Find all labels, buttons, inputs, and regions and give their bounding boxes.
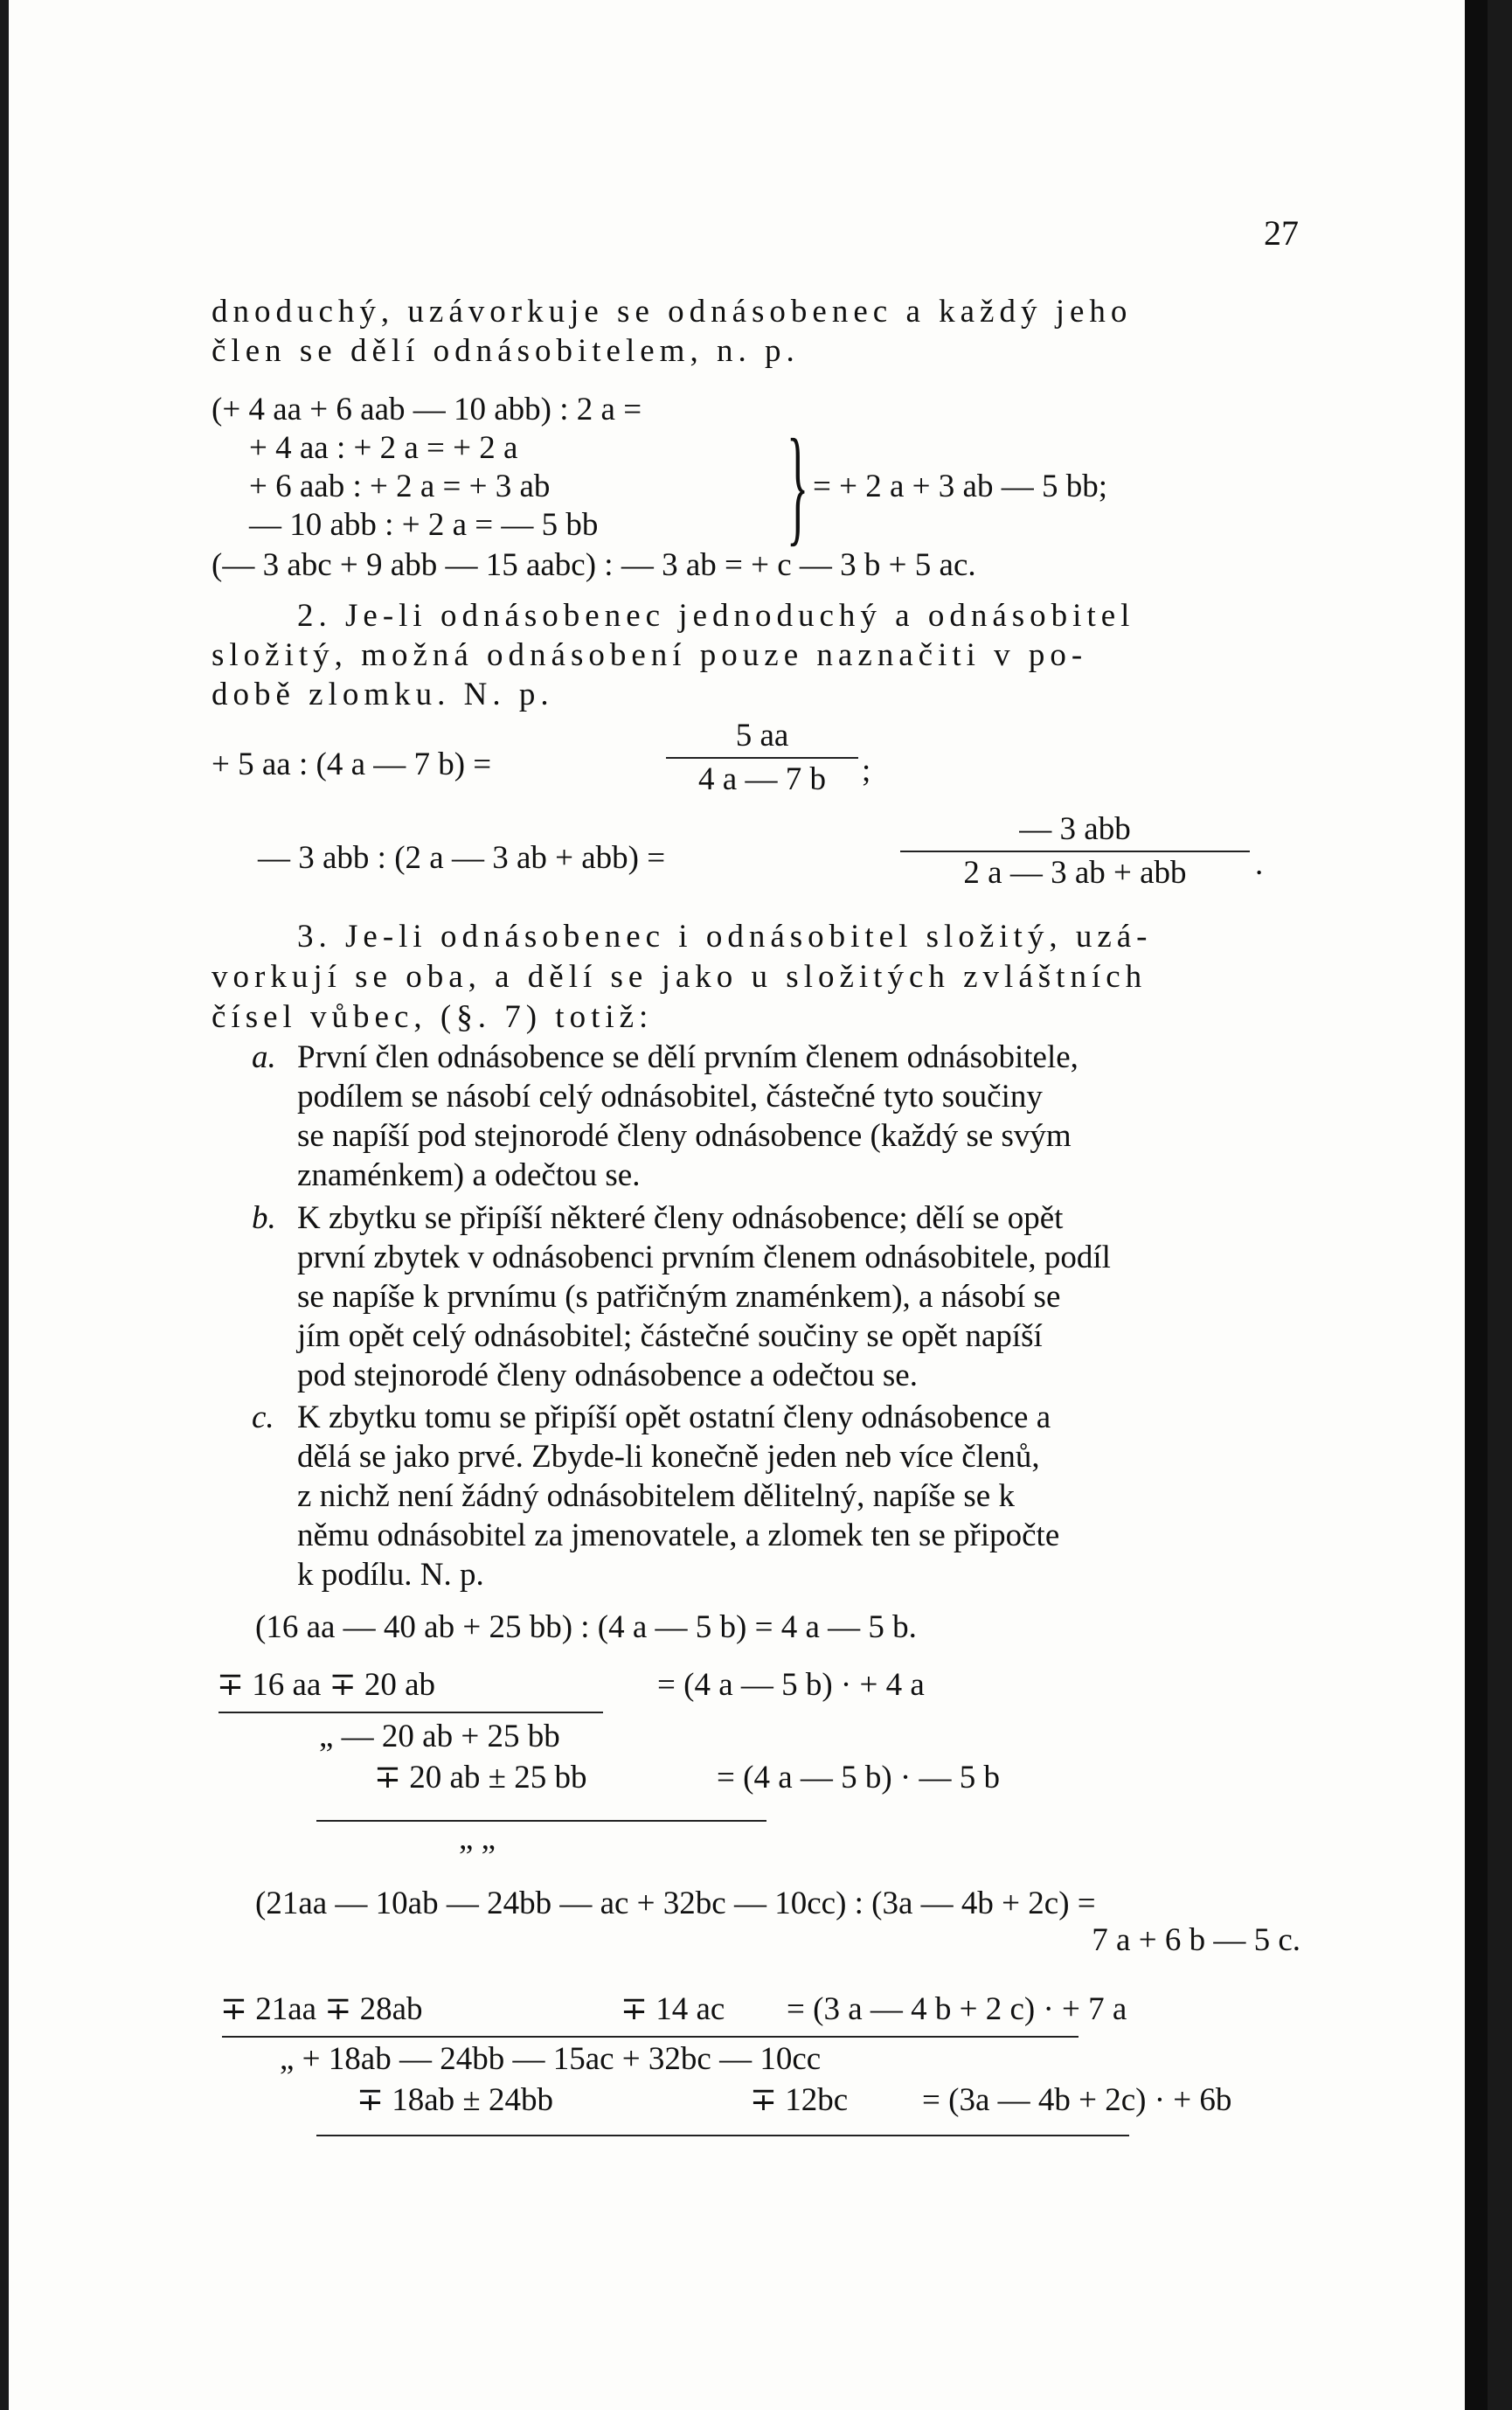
rule2-line: době zlomku. N. p. [212,677,554,712]
ex1-row: + 6 aab : + 2 a = + 3 ab [249,469,551,504]
fraction [666,717,858,799]
frac1-numerator: 5 aa [735,718,789,754]
fraction [900,810,1250,892]
item-c-label: c. [252,1399,274,1435]
div1-header: (16 aa — 40 ab + 25 bb) : (4 a — 5 b) = 4 a — 5 b. [255,1609,917,1645]
intro-line: dnoduchý, uzávorkuje se odnásobenec a každý jeho [212,294,1133,330]
item-c-line: dělá se jako prvé. Zbyde-li konečně jeden neb více členů, [297,1439,1040,1475]
rule3-line: čísel vůbec, (§. 7) totiž: [212,999,654,1035]
item-a-line: podílem se násobí celý odnásobitel, částečné tyto součiny [297,1079,1043,1115]
book-page [9,0,1488,2410]
item-a-line: znaménkem) a odečtou se. [297,1157,641,1193]
page-edge-shadow [1465,0,1488,2410]
ex2-equation: (— 3 abc + 9 abb — 15 aabc) : — 3 ab = + c — 3 b + 5 ac. [212,547,976,583]
div1-row: ∓ 20 ab ± 25 bb [374,1760,587,1795]
rule3-line: 3. Je-li odnásobenec i odnásobitel složitý, uzá- [297,919,1153,955]
item-a-line: se napíší pod stejnorodé členy odnásobence (každý se svým [297,1118,1072,1154]
item-b-line: pod stejnorodé členy odnásobence a odečtou se. [297,1358,918,1393]
item-c-line: němu odnásobitel za jmenovatele, a zlomek ten se připočte [297,1518,1060,1553]
frac2-lhs: — 3 abb : (2 a — 3 ab + abb) = [258,840,666,876]
item-b-line: jím opět celý odnásobitel; částečné součiny se opět napíší [297,1318,1043,1354]
ex1-row: + 4 aa : + 2 a = + 2 a [249,430,518,466]
div2-row: ∓ 12bc [750,2082,849,2118]
item-b-line: se napíše k prvnímu (s patřičným znaménkem), a násobí se [297,1279,1061,1315]
div1-row-result: = (4 a — 5 b) · + 4 a [657,1667,925,1703]
frac1-denominator: 4 a — 7 b [698,761,826,797]
right-brace: } [787,413,809,558]
rule2-line: 2. Je-li odnásobenec jednoduchý a odnásobitel [297,598,1135,634]
div1-row: „ — 20 ab + 25 bb [319,1719,560,1754]
ex1-row: — 10 abb : + 2 a = — 5 bb [249,507,599,543]
subtraction-rule [218,1712,603,1713]
div2-row: ∓ 21aa ∓ 28ab [220,1991,423,2027]
rule2-line: složitý, možná odnásobení pouze naznačiti v po- [212,637,1088,673]
frac1-lhs: + 5 aa : (4 a — 7 b) = [212,747,492,782]
div1-row-result: = (4 a — 5 b) · — 5 b [717,1760,1001,1795]
item-a-label: a. [252,1039,276,1075]
div2-row-result: = (3a — 4b + 2c) · + 6b [922,2082,1232,2118]
div1-remainder: „ „ [459,1821,496,1857]
frac2-numerator: — 3 abb [1019,811,1131,847]
div2-row: ∓ 18ab ± 24bb [357,2082,553,2118]
item-c-line: K zbytku tomu se připíší opět ostatní členy odnásobence a [297,1399,1051,1435]
div1-row: ∓ 16 aa ∓ 20 ab [217,1667,436,1703]
subtraction-rule [316,1820,766,1822]
ex1-header: (+ 4 aa + 6 aab — 10 abb) : 2 a = [212,392,642,427]
item-b-line: první zbytek v odnásobenci prvním členem odnásobitele, podíl [297,1240,1111,1275]
fraction-bar [900,851,1250,852]
ex1-result: = + 2 a + 3 ab — 5 bb; [813,469,1107,504]
item-c-line: z nichž není žádný odnásobitelem dělitelný, napíše se k [297,1478,1015,1514]
frac1-end: ; [862,753,871,788]
item-b-label: b. [252,1200,276,1236]
subtraction-rule [222,2036,1079,2038]
fraction-bar [666,757,858,759]
div2-row: „ + 18ab — 24bb — 15ac + 32bc — 10cc [280,2041,822,2077]
item-a-line: První člen odnásobence se dělí prvním členem odnásobitele, [297,1039,1079,1075]
div2-header: (21aa — 10ab — 24bb — ac + 32bc — 10cc) : (3a — 4b + 2c) = [255,1886,1096,1921]
subtraction-rule [316,2135,1129,2136]
item-b-line: K zbytku se připíší některé členy odnásobence; dělí se opět [297,1200,1064,1236]
rule3-line: vorkují se oba, a dělí se jako u složitých zvláštních [212,959,1148,995]
div2-row-result: = (3 a — 4 b + 2 c) · + 7 a [787,1991,1127,2027]
page-number: 27 [1264,213,1299,253]
div2-quotient: 7 a + 6 b — 5 c. [1092,1922,1300,1958]
frac2-end: . [1255,846,1264,882]
frac2-denominator: 2 a — 3 ab + abb [963,855,1187,891]
intro-line: člen se dělí odnásobitelem, n. p. [212,333,800,369]
div2-row: ∓ 14 ac [621,1991,725,2027]
item-c-line: k podílu. N. p. [297,1557,484,1593]
